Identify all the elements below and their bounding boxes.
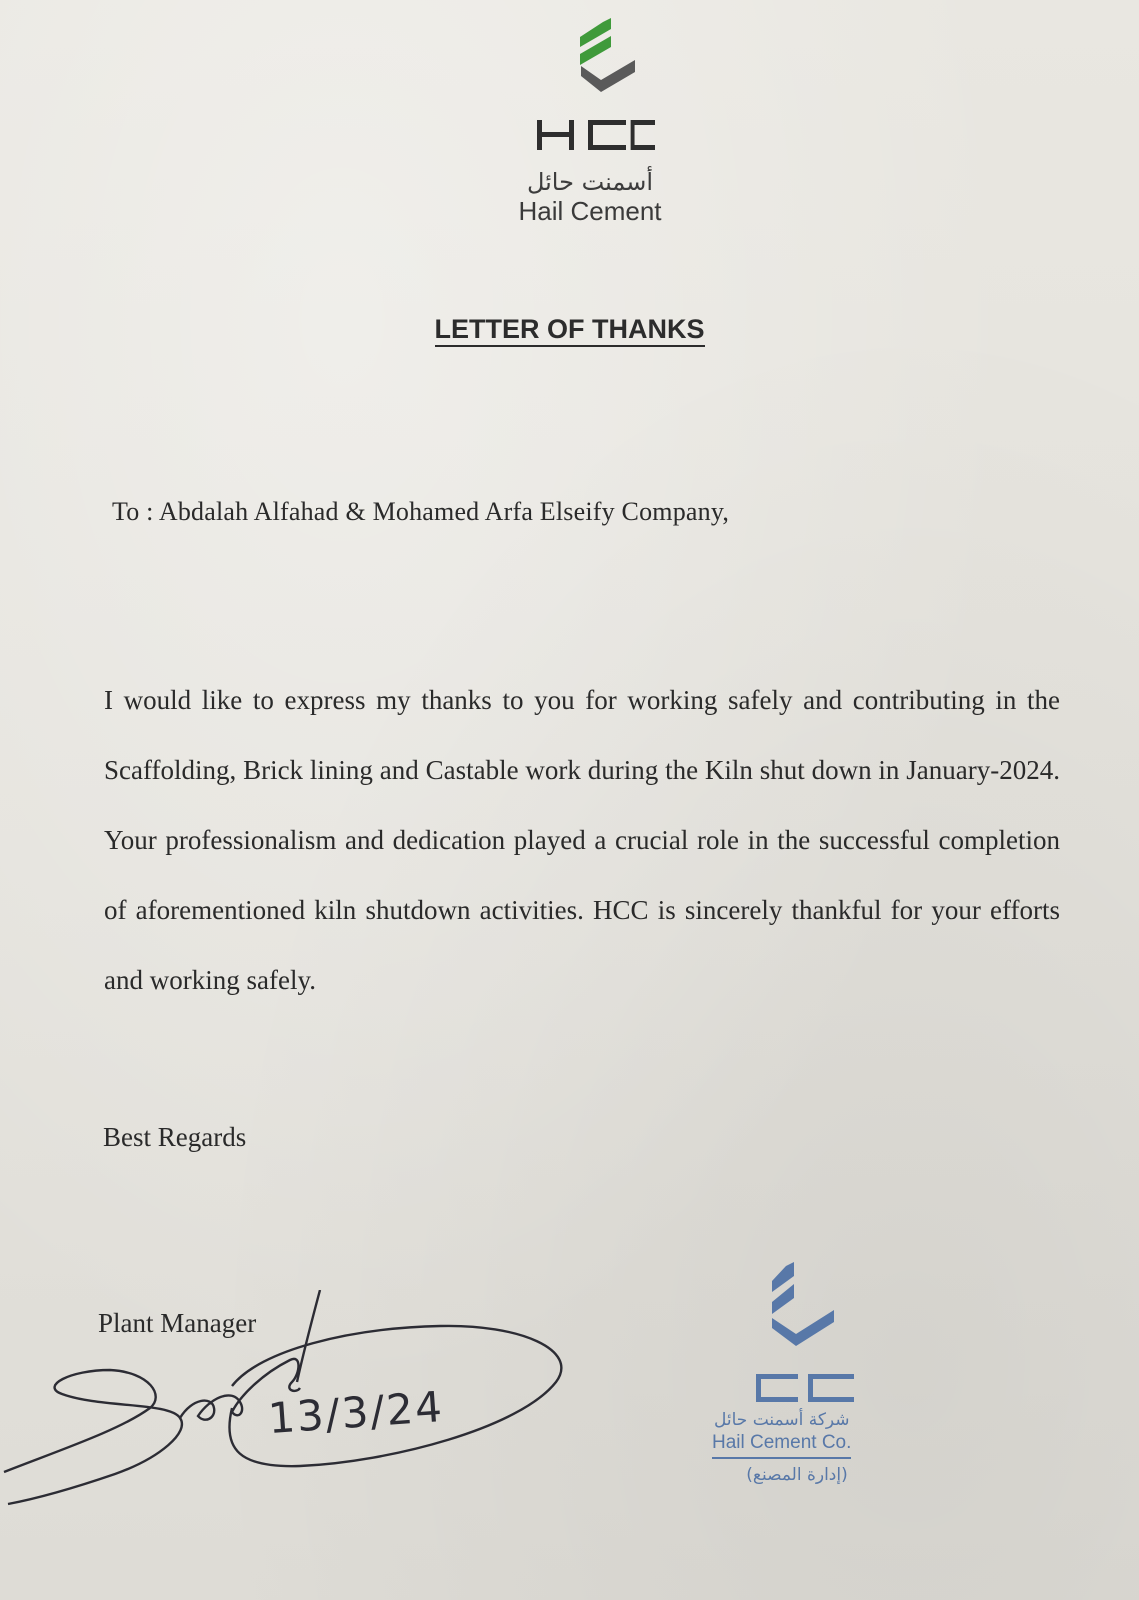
stamp-hcc-text: HCC [750,1262,753,1263]
logo-hcc-text: HCC [525,14,528,15]
stamp-english-company: Hail Cement Co. [712,1432,851,1459]
closing-line: Best Regards [103,1122,247,1152]
stamp-arabic-company: شركة أسمنت حائل [714,1410,850,1430]
arabic-company-name: أسمنت حائل [526,168,654,196]
recipient-line: To : Abdalah Alfahad & Mohamed Arfa Elseify Company, [112,497,730,526]
signatory-title: Plant Manager [98,1308,257,1338]
stamp-logo-icon [750,1262,870,1402]
letter-body: I would like to express my thanks to you for working safely and contributing in the Scaffolding, Brick lining and Castable work during the Kiln shut down in January-2024. Your professionalism and dedication played a crucial role in the successful completion of aforementioned kiln shutdown activities. HCC is sincerely thankful for your efforts and working safely. [104,685,1060,995]
letter-title-text: LETTER OF THANKS [435,314,705,347]
letter-title [0,314,1139,345]
company-stamp [712,1262,902,1485]
signature-date: 13/3/24 [266,1381,446,1444]
company-letterhead [490,14,690,227]
english-company-name: Hail Cement [518,196,662,226]
stamp-department: (إدارة المصنع) [746,1465,848,1485]
